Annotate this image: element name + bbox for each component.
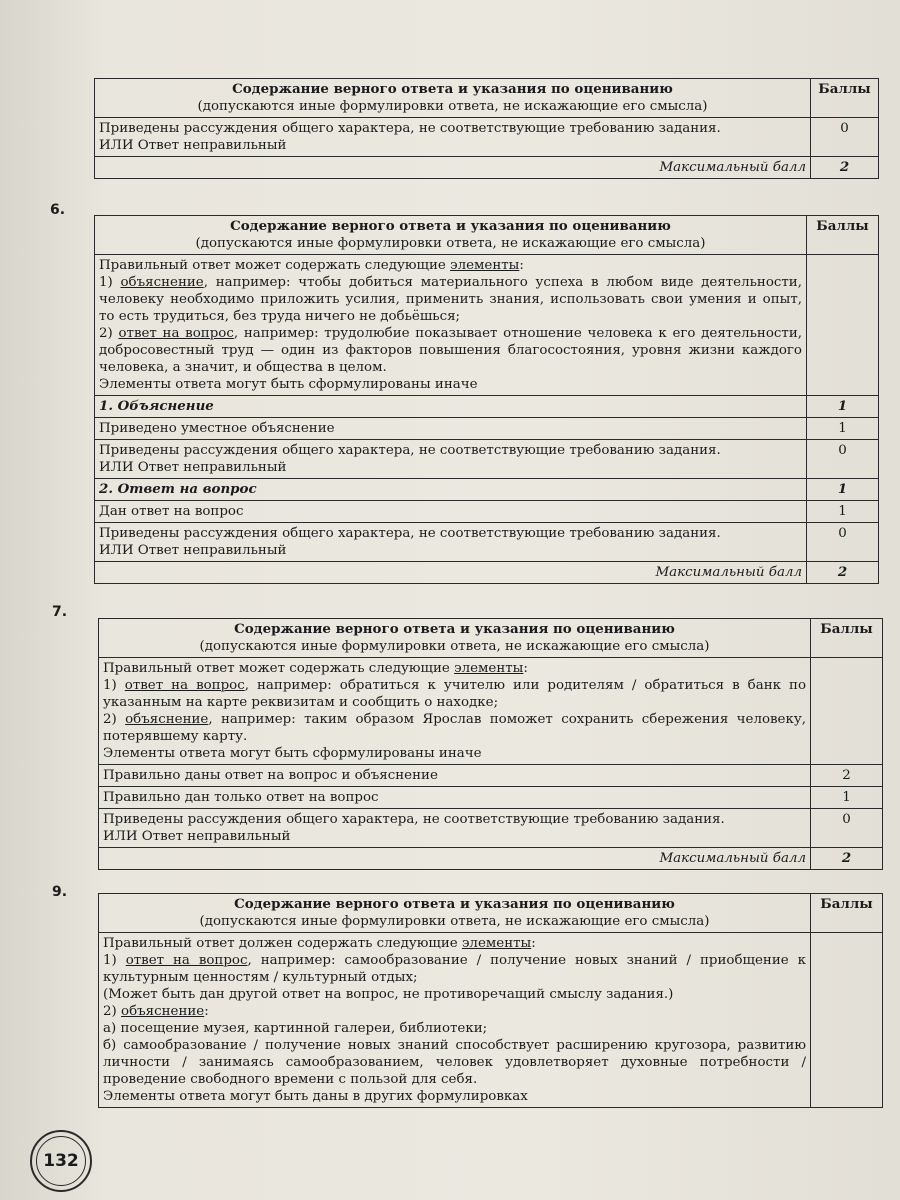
max-label: Максимальный балл: [95, 157, 811, 179]
row-score: 0: [811, 118, 879, 157]
max-label: Максимальный балл: [95, 562, 807, 584]
answer-elements: Правильный ответ может содержать следующие элементы: 1) ответ на вопрос, например: обратиться к учителю или родителям / обратиться в банк по указанным на карте реквизитам и сообщить о находке; 2) объяснение, например: таким образом Ярослав поможет сохранить сбережения человеку, потерявшему карту. Элементы ответа могут быть сформулированы иначе: [99, 658, 811, 765]
answer-elements: Правильный ответ должен содержать следующие элементы: 1) ответ на вопрос, например: самообразование / получение новых знаний / приобщение к культурным ценностям / культурный отдых; (Может быть дан другой ответ на вопрос, не противоречащий смыслу задания.) 2) объяснение: а) посещение музея, картинной галереи, библиотеки; б) самообразование / получение новых знаний способствует расширению кругозора, развитию личности / занимаясь самообразованием, человек удовлетворяет духовные потребности / проведение свободного времени с пользой для себя. Элементы ответа могут быть даны в других формулировках: [99, 933, 811, 1108]
table-row: Правильно дан только ответ на вопрос: [99, 787, 811, 809]
max-score: 2: [811, 848, 883, 870]
row-score-empty: [811, 933, 883, 1108]
task-number-7: 7.: [52, 604, 68, 620]
task-number-9: 9.: [52, 884, 68, 900]
table-criteria-6: [94, 215, 879, 584]
table-row: Приведены рассуждения общего характера, не соответствующие требованию задания. ИЛИ Ответ неправильный: [95, 118, 811, 157]
row-score: 0: [807, 523, 879, 562]
table-row: Правильно даны ответ на вопрос и объяснение: [99, 765, 811, 787]
table-criteria-7: [98, 618, 883, 870]
row-score: 1: [811, 787, 883, 809]
table-row: Приведены рассуждения общего характера, не соответствующие требованию задания. ИЛИ Ответ неправильный: [95, 523, 807, 562]
header-content: Содержание верного ответа и указания по оцениванию (допускаются иные формулировки ответа, не искажающие его смысла): [95, 216, 807, 255]
header-score: Баллы: [811, 79, 879, 118]
section-explanation: 1. Объяснение: [95, 396, 807, 418]
max-score: 2: [811, 157, 879, 179]
section-score: 1: [807, 396, 879, 418]
table-row: Приведены рассуждения общего характера, не соответствующие требованию задания. ИЛИ Ответ неправильный: [95, 440, 807, 479]
page-number: 132: [36, 1136, 86, 1186]
max-label: Максимальный балл: [99, 848, 811, 870]
table-criteria-prev: [94, 78, 879, 179]
section-answer: 2. Ответ на вопрос: [95, 479, 807, 501]
page-number-badge: [30, 1130, 92, 1192]
row-score: 0: [811, 809, 883, 848]
table-row: Приведены рассуждения общего характера, не соответствующие требованию задания. ИЛИ Ответ неправильный: [99, 809, 811, 848]
header-score: Баллы: [807, 216, 879, 255]
header-score: Баллы: [811, 894, 883, 933]
row-score: 1: [807, 501, 879, 523]
section-score: 1: [807, 479, 879, 501]
answer-elements: Правильный ответ может содержать следующие элементы: 1) объяснение, например: чтобы добиться материального успеха в любом виде деятельности, человеку необходимо приложить усилия, применить знания, использовать свои умения и опыт, то есть трудиться, без труда ничего не добьёшься; 2) ответ на вопрос, например: трудолюбие показывает отношение человека к его деятельности, добросовестный труд — один из факторов повышения благосостояния, уровня жизни каждого человека, а значит, и общества в целом. Элементы ответа могут быть сформулированы иначе: [95, 255, 807, 396]
header-content: Содержание верного ответа и указания по оцениванию (допускаются иные формулировки ответа, не искажающие его смысла): [95, 79, 811, 118]
table-row: Дан ответ на вопрос: [95, 501, 807, 523]
max-score: 2: [807, 562, 879, 584]
table-criteria-9: [98, 893, 883, 1108]
task-number-6: 6.: [50, 202, 66, 218]
header-content: Содержание верного ответа и указания по оцениванию (допускаются иные формулировки ответа, не искажающие его смысла): [99, 619, 811, 658]
row-score: 0: [807, 440, 879, 479]
table-row: Приведено уместное объяснение: [95, 418, 807, 440]
row-score: 1: [807, 418, 879, 440]
header-score: Баллы: [811, 619, 883, 658]
row-score-empty: [807, 255, 879, 396]
header-content: Содержание верного ответа и указания по оцениванию (допускаются иные формулировки ответа, не искажающие его смысла): [99, 894, 811, 933]
row-score-empty: [811, 658, 883, 765]
row-score: 2: [811, 765, 883, 787]
